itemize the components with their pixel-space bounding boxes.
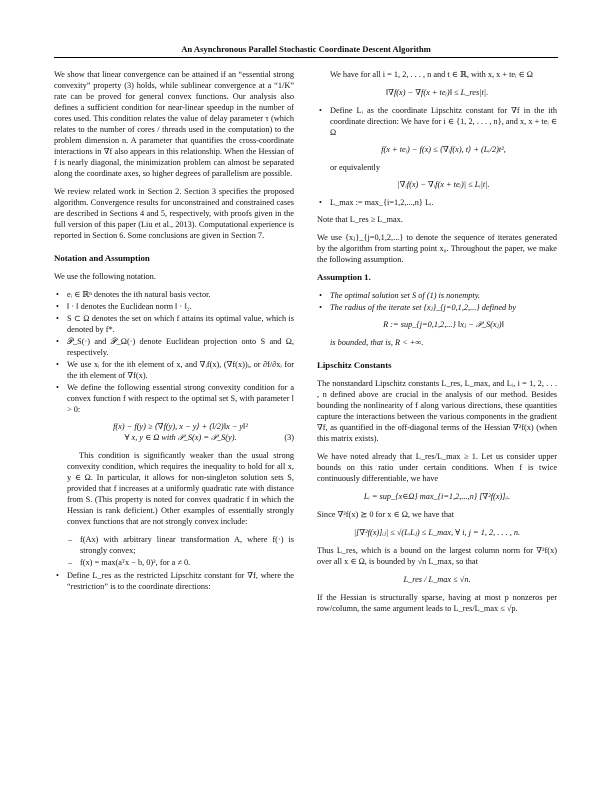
- equation-number: (3): [284, 433, 294, 442]
- equation-3-line-2: ∀ x, y ∈ Ω with 𝒫_S(x) = 𝒫_S(y).: [124, 433, 237, 442]
- constant-list: [317, 105, 557, 208]
- lipschitz-heading: Lipschitz Constants: [317, 360, 392, 370]
- running-title: An Asynchronous Parallel Stochastic Coordinate Descent Algorithm: [181, 44, 431, 54]
- notation-item: • S ⊂ Ω denotes the set on which f attains its optimal value, which is denoted by f*.: [54, 313, 294, 335]
- notation-item: • ‖ · ‖ denotes the Euclidean norm ‖ · ‖₂.: [54, 301, 294, 312]
- equation-li-2: |∇ᵢf(x) − ∇ᵢf(x + teᵢ)| ≤ Lᵢ|t|.: [397, 180, 490, 189]
- lres-note: Note that L_res ≥ L_max.: [317, 215, 403, 224]
- intro-paragraph-2: We review related work in Section 2. Section 3 specifies the proposed algorithm. Convergence results for unconstrained and constrained cases are described in Sections 4 and 5, respectively, with proofs given in the full version of this paper (Liu et al., 2013). Computational experience is reported in Section 6. Some conclusions are given in Section 7.: [54, 187, 294, 240]
- lres-definition: • Define L_res as the restricted Lipschitz constant for ∇f, where the “restriction” is to the coordinate directions:: [54, 570, 294, 592]
- li-definition: [317, 105, 557, 190]
- right-column: [317, 69, 557, 621]
- equation-3: [67, 421, 294, 443]
- notation-item: [54, 382, 294, 568]
- lres-continuation: We have for all i = 1, 2, . . . , n and t ∈ ℝ, with x, x + teᵢ ∈ Ω: [330, 70, 533, 79]
- sequence-paragraph: We use {xⱼ}_{j=0,1,2,...} to denote the sequence of iterates generated by the algorithm from starting point x₀. Throughout the paper, we make the following assumption.: [317, 233, 557, 264]
- final-paragraph: If the Hessian is structurally sparse, having at most p nonzeros per row/column, the same argument leads to L_res/L_max ≤ √p.: [317, 593, 557, 613]
- after-equation-3: This condition is significantly weaker than the usual strong convexity condition, which requires the inequality to hold for all x, y ∈ Ω. In particular, it allows for non-singleton solution sets S, provided that f increases at a uniformly quadratic rate with distance from S. (This property is noted for convex quadratic f in which the Hessian is rank deficient.) Other examples of essentially strongly convex functions that are not strongly convex include:: [67, 451, 294, 526]
- assumption-list: [317, 290, 557, 348]
- assumption-radius-text: The radius of the iterate set {xⱼ}_{j=0,1,2,...} defined by: [330, 303, 517, 312]
- bounded-text: is bounded, that is, R < +∞.: [330, 338, 424, 347]
- notation-heading: Notation and Assumption: [54, 253, 150, 263]
- equation-r: R := sup_{j=0,1,2,...} ‖xⱼ − 𝒫_S(xⱼ)‖: [383, 320, 504, 329]
- notation-intro: We use the following notation.: [54, 272, 156, 281]
- example-item: – f(Ax) with arbitrary linear transformation A, where f(·) is strongly convex;: [67, 534, 294, 556]
- left-column: [54, 69, 294, 598]
- notation-item: • eᵢ ∈ ℝⁿ denotes the ith natural basis vector.: [54, 289, 294, 300]
- since-paragraph: Since ∇²f(x) ⪰ 0 for x ∈ Ω, we have that: [317, 510, 454, 519]
- assumption-heading: Assumption 1.: [317, 272, 371, 282]
- equation-li: f(x + teᵢ) − f(x) ≤ ⟨∇ᵢf(x), t⟩ + (Lᵢ/2)t²,: [381, 145, 506, 154]
- equation-lres: ‖∇f(x) − ∇f(x + teᵢ)‖ ≤ L_res|t|.: [385, 88, 489, 97]
- strong-convexity-definition: We define the following essential strong convexity condition for a convex function f with respect to the optimal set S, with parameter l > 0:: [67, 383, 294, 414]
- equation-3-line-1: f(x) − f(y) ≥ ⟨∇f(y), x − y⟩ + (l/2)‖x − y‖²: [113, 422, 248, 431]
- equation-hessian-bound: |[∇²f(x)]ᵢⱼ| ≤ √(LᵢLⱼ) ≤ L_max, ∀ i, j = 1, 2, . . . , n.: [353, 528, 521, 537]
- assumption-item: [317, 302, 557, 348]
- assumption-item: • The optimal solution set S of (1) is nonempty.: [317, 290, 557, 301]
- example-item: – f(x) = max(aᵀx − b, 0)², for a ≠ 0.: [67, 557, 294, 568]
- intro-paragraph-1: We show that linear convergence can be attained if an “essential strong convexity” property (3) holds, while sublinear convergence at a “1/K” rate can be proved for general convex functions. Our analysis also defines a sufficient condition for near-linear speedup in the number of cores used. This condition relates the value of delay parameter τ (which relates to the number of cores / threads used in the computation) to the problem dimension n. A parameter that quantifies the cross-coordinate interactions in ∇f also appears in this relationship. When the Hessian of f is nearly diagonal, the minimization problem can almost be separated along the coordinate axes, so higher degrees of parallelism are possible.: [54, 70, 294, 178]
- equation-ratio: L_res / L_max ≤ √n.: [403, 575, 471, 584]
- notation-item: • We use xᵢ for the ith element of x, and ∇ᵢf(x), (∇f(x))ᵢ, or ∂f/∂xᵢ for the ith element of ∇f(x).: [54, 359, 294, 381]
- lmax-definition: • L_max := max_{i=1,2,...,n} Lᵢ.: [317, 197, 557, 208]
- header-rule: [54, 57, 558, 58]
- lipschitz-paragraph-1: The nonstandard Lipschitz constants L_res, L_max, and Lᵢ, i = 1, 2, . . . , n defined above are crucial in the analysis of our method. Besides bounding the nonlinearity of f along various directions, these quantities capture the interactions between the various components in the gradient ∇f, as quantified in the off-diagonal terms of the Hessian ∇²f(x) (when this matrix exists).: [317, 379, 557, 443]
- lipschitz-paragraph-2: We have noted already that L_res/L_max ≥ 1. Let us consider upper bounds on this ratio under certain conditions. When f is twice continuously differentiable, we have: [317, 452, 557, 483]
- thus-paragraph: Thus L_res, which is a bound on the largest column norm for ∇²f(x) over all x ∈ Ω, is bounded by √n L_max, so that: [317, 546, 557, 566]
- notation-item: • 𝒫_S(·) and 𝒫_Ω(·) denote Euclidean projection onto S and Ω, respectively.: [54, 336, 294, 358]
- li-definition-text: Define Lᵢ as the coordinate Lipschitz constant for ∇f in the ith coordinate direction: We have for i ∈ {1, 2, . . . , n}, and x, x + teᵢ ∈ Ω: [330, 106, 557, 137]
- examples-list: [67, 534, 294, 568]
- or-equivalently: or equivalently: [330, 163, 380, 172]
- equation-li-sup: Lᵢ = sup_{x∈Ω} max_{i=1,2,...,n} [∇²f(x)]ᵢᵢ.: [363, 492, 511, 501]
- notation-list: [54, 289, 294, 592]
